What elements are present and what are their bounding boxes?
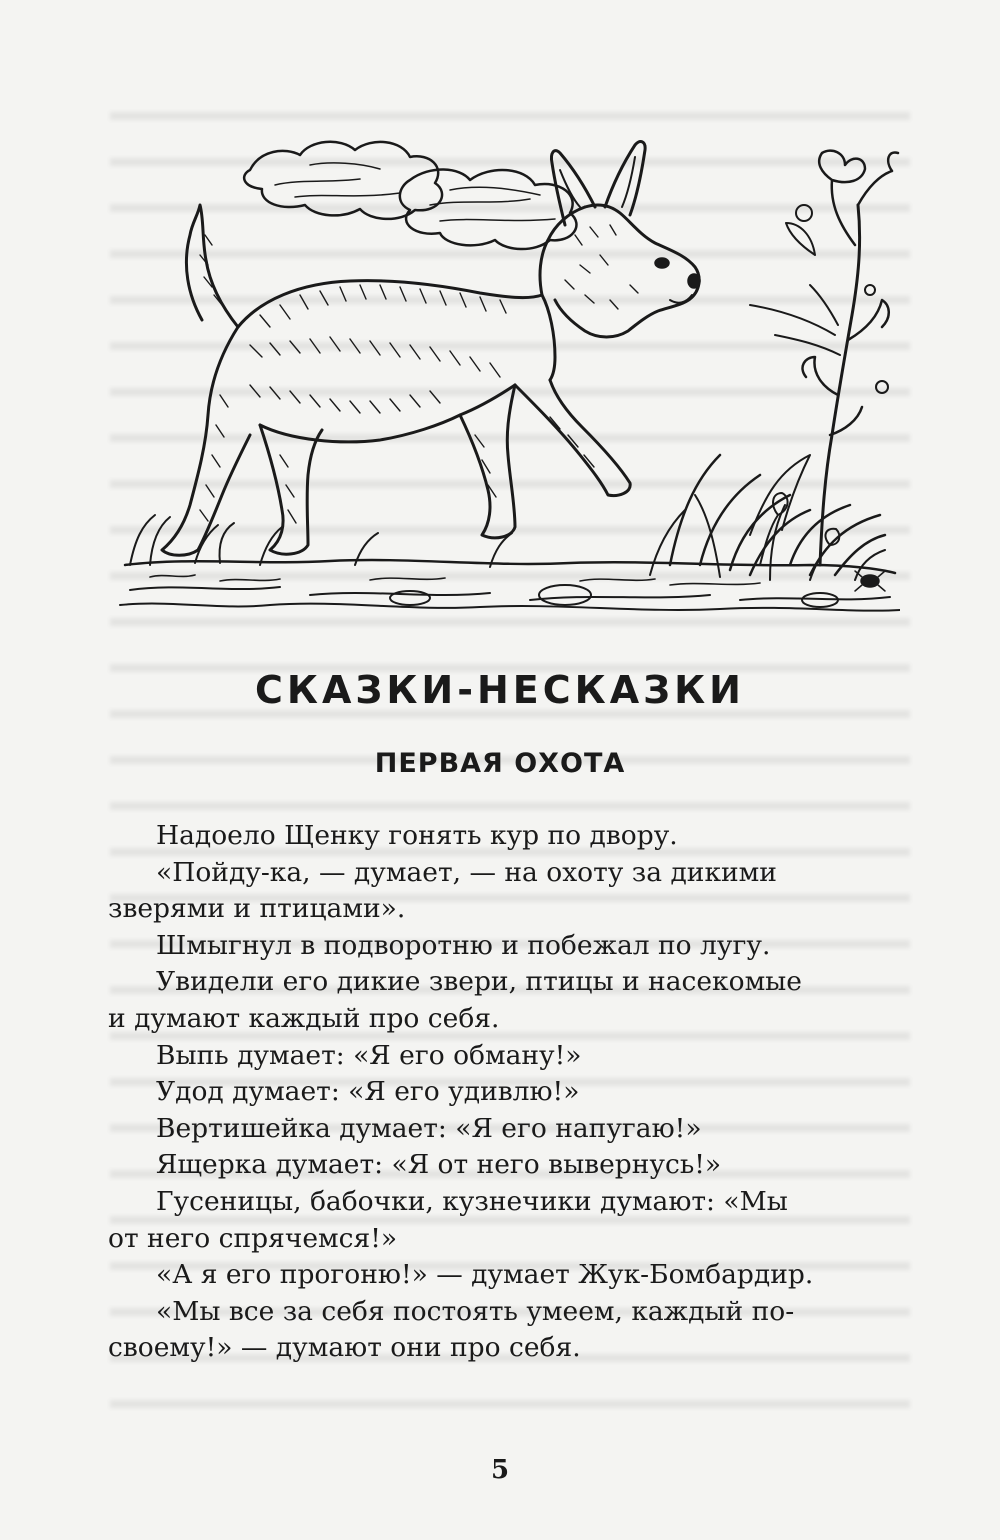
text-line: Выпь думает: «Я его обману!»	[156, 1039, 582, 1071]
text-line: своему!» — думают они про себя.	[108, 1332, 581, 1364]
puppy-figure	[162, 142, 700, 556]
text-line: зверями и птицами».	[108, 893, 406, 925]
text-line: Удод думает: «Я его удивлю!»	[156, 1076, 580, 1108]
text-line: Шмыгнул в подворотню и побежал по лугу.	[156, 929, 771, 961]
text-line: Увидели его дикие звери, птицы и насекомые	[156, 966, 802, 998]
chapter-title: ПЕРВАЯ ОХОТА	[374, 748, 626, 779]
text-line: Надоело Щенку гонять кур по двору.	[156, 820, 678, 851]
flower-stem	[820, 205, 860, 565]
story-text	[108, 818, 898, 1367]
ground-line	[125, 560, 895, 573]
book-title: СКАЗКИ-НЕСКАЗКИ	[255, 668, 745, 712]
text-line: Гусеницы, бабочки, кузнечики думают: «Мы	[156, 1185, 788, 1217]
text-line: Ящерка думает: «Я от него вывернусь!»	[156, 1149, 722, 1181]
puppy-illustration	[110, 95, 900, 620]
text-line: Вертишейка думает: «Я его напугаю!»	[156, 1112, 702, 1144]
text-line: от него спрячемся!»	[108, 1222, 398, 1254]
text-line: «Мы все за себя постоять умеем, каждый по-	[156, 1295, 795, 1327]
page-number: 5	[490, 1455, 510, 1485]
text-line: и думают каждый про себя.	[108, 1002, 500, 1034]
text-line: «А я его прогоню!» — думает Жук-Бомбардир.	[156, 1259, 814, 1291]
text-line: «Пойду-ка, — думает, — на охоту за дикими	[156, 856, 777, 888]
